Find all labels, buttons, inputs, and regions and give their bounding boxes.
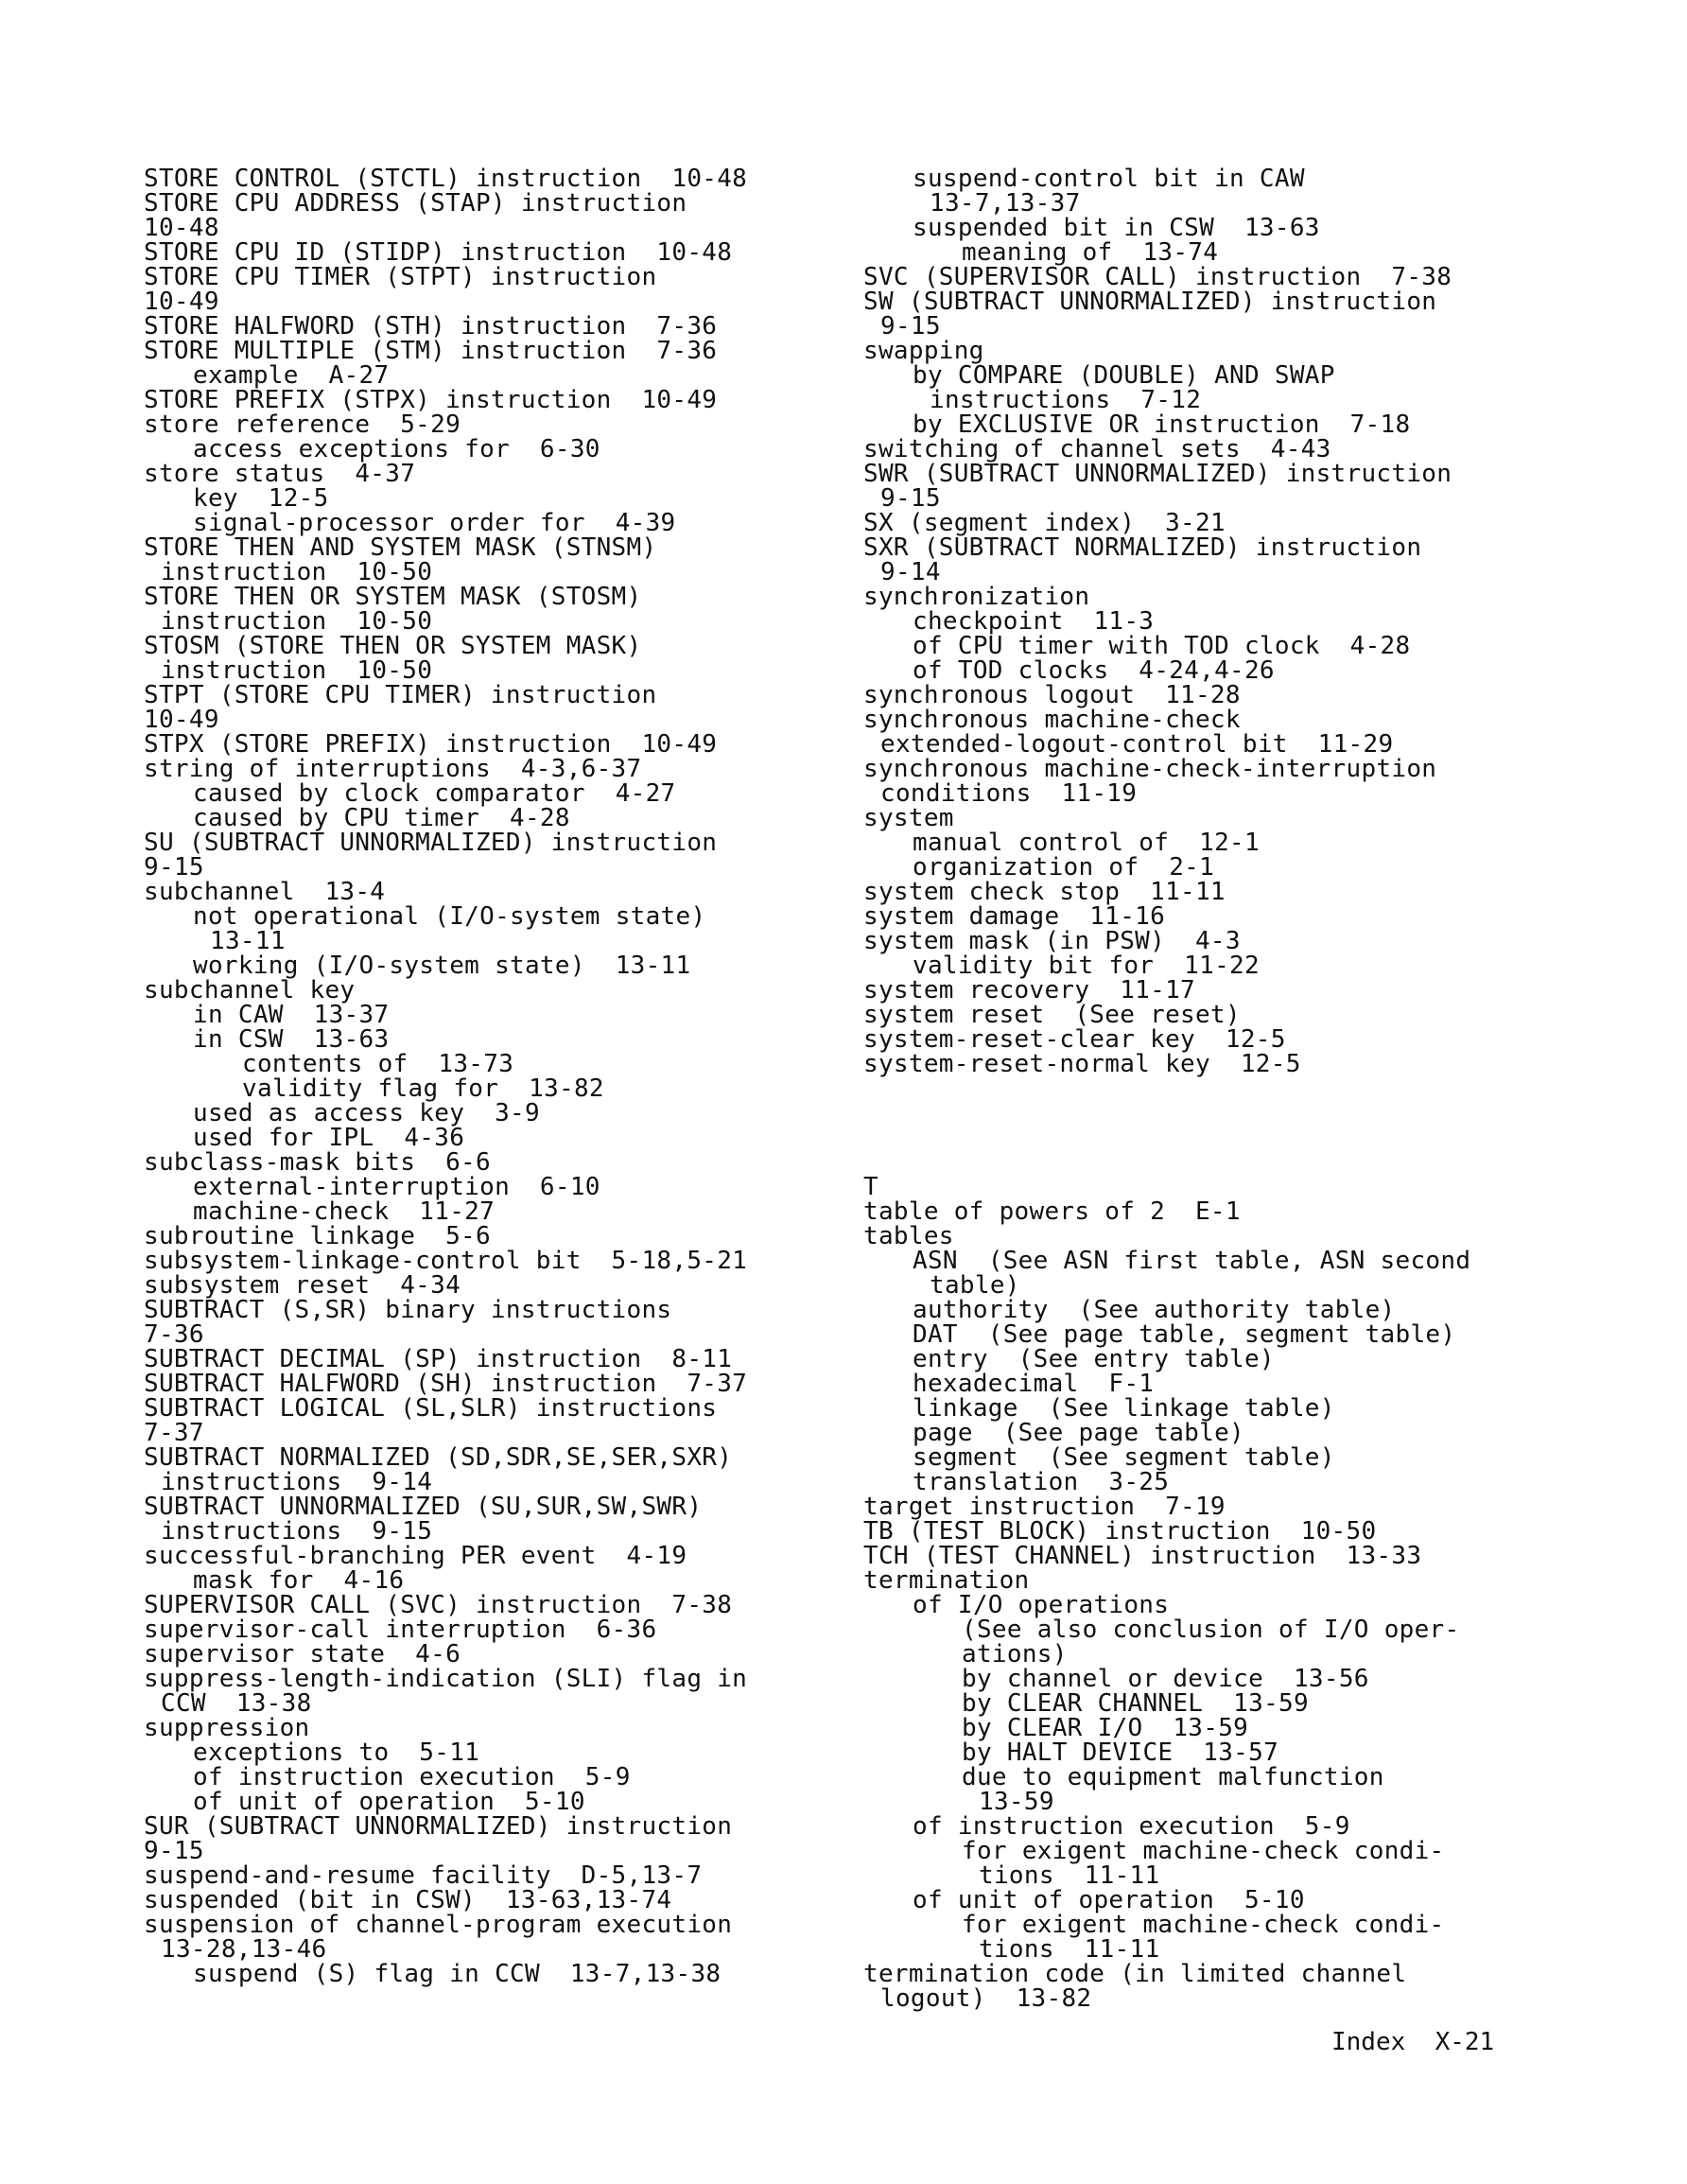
index-entry: STOSM (STORE THEN OR SYSTEM MASK) — [144, 632, 642, 660]
index-column-left — [144, 166, 825, 1986]
index-entry: 9-15 — [880, 484, 941, 513]
index-entry: by HALT DEVICE 13-57 — [962, 1738, 1279, 1767]
index-entry: suspended (bit in CSW) 13-63,13-74 — [144, 1886, 672, 1914]
index-entry: 13-59 — [979, 1788, 1054, 1816]
index-entry: STORE CPU ID (STIDP) instruction 10-48 — [144, 238, 733, 267]
index-entry: 9-14 — [880, 558, 941, 586]
index-entry: suppress-length-indication (SLI) flag in — [144, 1665, 748, 1693]
index-entry: SW (SUBTRACT UNNORMALIZED) instruction — [863, 288, 1437, 316]
index-entry: signal-processor order for 4-39 — [193, 509, 676, 537]
index-entry: contents of 13-73 — [242, 1050, 514, 1078]
index-entry: 7-37 — [144, 1419, 204, 1447]
index-entry: TCH (TEST CHANNEL) instruction 13-33 — [863, 1542, 1422, 1570]
index-entry: page (See page table) — [913, 1419, 1244, 1447]
index-entry: system recovery 11-17 — [863, 976, 1195, 1005]
index-entry: SUPERVISOR CALL (SVC) instruction 7-38 — [144, 1591, 733, 1619]
index-entry: SXR (SUBTRACT NORMALIZED) instruction — [863, 533, 1422, 562]
index-entry: exceptions to 5-11 — [193, 1738, 480, 1767]
index-entry: STORE CPU ADDRESS (STAP) instruction — [144, 189, 687, 218]
index-entry: system reset (See reset) — [863, 1001, 1241, 1029]
index-entry: subclass-mask bits 6-6 — [144, 1148, 491, 1177]
index-entry: subsystem reset 4-34 — [144, 1271, 461, 1300]
index-entry: instruction 10-50 — [161, 558, 433, 586]
index-entry: (See also conclusion of I/O oper- — [962, 1616, 1460, 1644]
index-entry: key 12-5 — [193, 484, 329, 513]
index-entry: system — [863, 804, 954, 832]
index-entry: external-interruption 6-10 — [193, 1173, 600, 1201]
index-column-right — [863, 166, 1544, 2011]
index-entry: subsystem-linkage-control bit 5-18,5-21 — [144, 1247, 748, 1275]
index-entry: entry (See entry table) — [913, 1345, 1275, 1373]
index-entry: 7-36 — [144, 1320, 204, 1349]
index-entry: system-reset-normal key 12-5 — [863, 1050, 1301, 1078]
index-entry: ASN (See ASN first table, ASN second — [913, 1247, 1471, 1275]
index-entry: subchannel key — [144, 976, 356, 1005]
index-entry: STORE THEN AND SYSTEM MASK (STNSM) — [144, 533, 657, 562]
blank-line — [863, 1101, 1544, 1126]
index-entry: ations) — [962, 1640, 1068, 1669]
index-entry: due to equipment malfunction — [962, 1763, 1384, 1791]
index-entry: SUBTRACT NORMALIZED (SD,SDR,SE,SER,SXR) — [144, 1443, 733, 1472]
index-entry: suspension of channel-program execution — [144, 1911, 733, 1939]
index-entry: SWR (SUBTRACT UNNORMALIZED) instruction — [863, 460, 1452, 488]
index-entry: of CPU timer with TOD clock 4-28 — [913, 632, 1411, 660]
index-entry: by EXCLUSIVE OR instruction 7-18 — [913, 411, 1411, 439]
index-entry: STPX (STORE PREFIX) instruction 10-49 — [144, 730, 718, 759]
index-entry: checkpoint 11-3 — [913, 607, 1155, 636]
index-entry: in CSW 13-63 — [193, 1025, 390, 1054]
index-entry: 13-7,13-37 — [930, 189, 1081, 218]
index-entry: of instruction execution 5-9 — [193, 1763, 631, 1791]
index-entry: target instruction 7-19 — [863, 1493, 1226, 1521]
index-entry: synchronous logout 11-28 — [863, 681, 1241, 709]
index-entry: hexadecimal F-1 — [913, 1370, 1155, 1398]
index-entry: authority (See authority table) — [913, 1296, 1396, 1324]
index-entry: store status 4-37 — [144, 460, 416, 488]
index-entry: SUBTRACT HALFWORD (SH) instruction 7-37 — [144, 1370, 748, 1398]
index-entry: tions 11-11 — [979, 1935, 1160, 1964]
index-entry: not operational (I/O-system state) — [193, 902, 706, 931]
index-entry: synchronous machine-check — [863, 706, 1241, 734]
index-entry: used as access key 3-9 — [193, 1099, 540, 1127]
index-entry: suppression — [144, 1714, 310, 1742]
index-entry: TB (TEST BLOCK) instruction 10-50 — [863, 1517, 1377, 1546]
index-entry: suspend-control bit in CAW — [913, 165, 1305, 193]
index-entry: manual control of 12-1 — [913, 829, 1260, 857]
index-entry: CCW 13-38 — [161, 1689, 312, 1718]
index-entry: caused by clock comparator 4-27 — [193, 779, 676, 808]
index-entry: subroutine linkage 5-6 — [144, 1222, 491, 1250]
index-entry: tions 11-11 — [979, 1861, 1160, 1890]
index-entry: of I/O operations — [913, 1591, 1170, 1619]
index-entry: access exceptions for 6-30 — [193, 435, 600, 463]
index-entry: termination code (in limited channel — [863, 1960, 1407, 1988]
index-entry: example A-27 — [193, 361, 390, 390]
index-entry: SVC (SUPERVISOR CALL) instruction 7-38 — [863, 263, 1452, 291]
index-entry: of instruction execution 5-9 — [913, 1812, 1350, 1841]
index-entry: supervisor state 4-6 — [144, 1640, 461, 1669]
index-entry: by channel or device 13-56 — [962, 1665, 1369, 1693]
index-entry: 9-15 — [144, 853, 204, 882]
index-entry: by CLEAR CHANNEL 13-59 — [962, 1689, 1309, 1718]
index-entry: 13-11 — [210, 927, 286, 955]
index-entry: used for IPL 4-36 — [193, 1124, 465, 1152]
index-entry: of TOD clocks 4-24,4-26 — [913, 656, 1275, 685]
index-entry: translation 3-25 — [913, 1468, 1170, 1496]
index-entry: for exigent machine-check condi- — [962, 1911, 1445, 1939]
blank-line — [863, 1076, 1544, 1101]
index-entry: STORE CPU TIMER (STPT) instruction — [144, 263, 657, 291]
index-entry: instruction 10-50 — [161, 607, 433, 636]
index-entry: STORE HALFWORD (STH) instruction 7-36 — [144, 312, 718, 341]
index-entry: string of interruptions 4-3,6-37 — [144, 755, 642, 783]
index-entry: system check stop 11-11 — [863, 878, 1226, 906]
index-entry: SUBTRACT (S,SR) binary instructions — [144, 1296, 672, 1324]
index-entry: SUBTRACT UNNORMALIZED (SU,SUR,SW,SWR) — [144, 1493, 703, 1521]
index-entry: tables — [863, 1222, 954, 1250]
index-entry: SUR (SUBTRACT UNNORMALIZED) instruction — [144, 1812, 733, 1841]
index-entry: subchannel 13-4 — [144, 878, 386, 906]
index-entry: DAT (See page table, segment table) — [913, 1320, 1456, 1349]
blank-line — [863, 1150, 1544, 1175]
index-entry: STPT (STORE CPU TIMER) instruction — [144, 681, 657, 709]
index-entry: system mask (in PSW) 4-3 — [863, 927, 1241, 955]
page-footer: Index X-21 — [1331, 2028, 1495, 2056]
index-entry: SUBTRACT LOGICAL (SL,SLR) instructions — [144, 1394, 718, 1423]
index-entry: 9-15 — [144, 1837, 204, 1865]
index-entry: for exigent machine-check condi- — [962, 1837, 1445, 1865]
index-entry: segment (See segment table) — [913, 1443, 1335, 1472]
index-entry: machine-check 11-27 — [193, 1197, 496, 1226]
index-entry: logout) 13-82 — [880, 1984, 1092, 2013]
index-entry: 9-15 — [880, 312, 941, 341]
index-entry: instructions 7-12 — [930, 386, 1202, 414]
index-entry: 10-49 — [144, 706, 219, 734]
index-entry: STORE PREFIX (STPX) instruction 10-49 — [144, 386, 718, 414]
index-entry: table of powers of 2 E-1 — [863, 1197, 1241, 1226]
index-entry: suspended bit in CSW 13-63 — [913, 214, 1320, 242]
index-entry: synchronization — [863, 583, 1090, 611]
index-entry: by CLEAR I/O 13-59 — [962, 1714, 1249, 1742]
index-entry: table) — [930, 1271, 1020, 1300]
index-entry: SUBTRACT DECIMAL (SP) instruction 8-11 — [144, 1345, 733, 1373]
index-entry: suspend-and-resume facility D-5,13-7 — [144, 1861, 703, 1890]
index-entry: extended-logout-control bit 11-29 — [880, 730, 1394, 759]
index-entry: SU (SUBTRACT UNNORMALIZED) instruction — [144, 829, 718, 857]
index-entry: instructions 9-15 — [161, 1517, 433, 1546]
index-entry: synchronous machine-check-interruption — [863, 755, 1437, 783]
index-entry: meaning of 13-74 — [962, 238, 1219, 267]
index-entry: STORE CONTROL (STCTL) instruction 10-48 — [144, 165, 748, 193]
index-entry: 10-49 — [144, 288, 219, 316]
index-entry: 13-28,13-46 — [161, 1935, 327, 1964]
index-entry: by COMPARE (DOUBLE) AND SWAP — [913, 361, 1335, 390]
index-entry: switching of channel sets 4-43 — [863, 435, 1331, 463]
blank-line — [863, 1126, 1544, 1150]
index-entry: system damage 11-16 — [863, 902, 1166, 931]
index-entry: 10-48 — [144, 214, 219, 242]
index-entry: successful-branching PER event 4-19 — [144, 1542, 687, 1570]
index-entry: caused by CPU timer 4-28 — [193, 804, 570, 832]
index-entry: conditions 11-19 — [880, 779, 1138, 808]
index-entry: linkage (See linkage table) — [913, 1394, 1335, 1423]
index-entry: STORE THEN OR SYSTEM MASK (STOSM) — [144, 583, 642, 611]
index-entry: SX (segment index) 3-21 — [863, 509, 1226, 537]
index-entry: validity bit for 11-22 — [913, 952, 1260, 980]
index-entry: termination — [863, 1566, 1030, 1595]
index-entry: organization of 2-1 — [913, 853, 1215, 882]
index-entry: supervisor-call interruption 6-36 — [144, 1616, 657, 1644]
index-entry: instructions 9-14 — [161, 1468, 433, 1496]
index-entry: system-reset-clear key 12-5 — [863, 1025, 1286, 1054]
index-entry: working (I/O-system state) 13-11 — [193, 952, 691, 980]
index-entry: of unit of operation 5-10 — [193, 1788, 585, 1816]
index-entry: store reference 5-29 — [144, 411, 461, 439]
index-entry: in CAW 13-37 — [193, 1001, 390, 1029]
index-entry: STORE MULTIPLE (STM) instruction 7-36 — [144, 337, 718, 365]
index-entry: suspend (S) flag in CCW 13-7,13-38 — [193, 1960, 722, 1988]
index-entry: T — [863, 1173, 878, 1201]
index-entry: validity flag for 13-82 — [242, 1075, 604, 1103]
index-entry: swapping — [863, 337, 984, 365]
index-entry: mask for 4-16 — [193, 1566, 405, 1595]
index-entry: of unit of operation 5-10 — [913, 1886, 1305, 1914]
index-entry: instruction 10-50 — [161, 656, 433, 685]
